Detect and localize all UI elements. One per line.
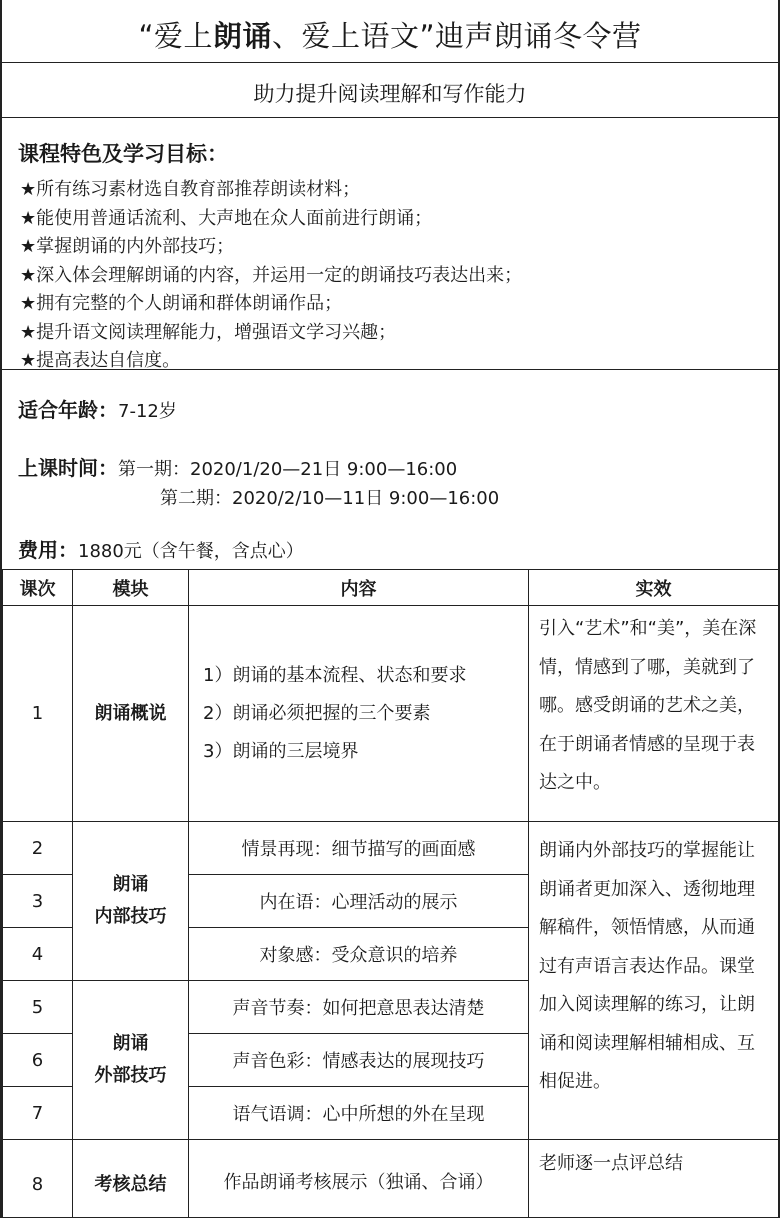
features-title: 课程特色及学习目标： bbox=[18, 142, 228, 166]
lesson-content: 内在语：心理活动的展示 bbox=[189, 875, 529, 928]
page-subtitle: 助力提升阅读理解和写作能力 bbox=[253, 82, 527, 106]
feature-item: ★拥有完整的个人朗诵和群体朗诵作品； bbox=[20, 293, 343, 314]
lesson-number: 3 bbox=[3, 875, 73, 928]
time-label: 上课时间： bbox=[18, 456, 118, 480]
content-list bbox=[189, 657, 528, 771]
module-line: 朗诵 bbox=[112, 874, 149, 895]
lesson-number: 6 bbox=[3, 1034, 73, 1087]
lesson-number: 4 bbox=[3, 928, 73, 981]
course-table bbox=[2, 569, 779, 1218]
module-line: 内部技巧 bbox=[94, 906, 167, 927]
lesson-number: 8 bbox=[3, 1140, 73, 1218]
content-line: 3）朗诵的三层境界 bbox=[203, 740, 359, 762]
lesson-content: 语气语调：心中所想的外在呈现 bbox=[189, 1087, 529, 1140]
lesson-number: 5 bbox=[3, 981, 73, 1034]
lesson-content: 声音节奏：如何把意思表达清楚 bbox=[189, 981, 529, 1034]
fee-label: 费用： bbox=[18, 538, 78, 562]
page-title bbox=[2, 14, 778, 55]
table-row bbox=[3, 822, 779, 875]
header-divider bbox=[2, 62, 778, 63]
time-value-2: 第二期：2020/2/10—11日 9:00—16:00 bbox=[160, 488, 500, 509]
lesson-effect: 老师逐一点评总结 bbox=[529, 1140, 779, 1218]
fee-row bbox=[18, 534, 304, 563]
table-header-row bbox=[3, 570, 779, 606]
lesson-content bbox=[189, 606, 529, 822]
title-bold: 朗诵 bbox=[212, 19, 272, 53]
features-list bbox=[20, 176, 522, 376]
age-row bbox=[18, 394, 177, 423]
feature-item: ★所有练习素材选自教育部推荐朗读材料； bbox=[20, 179, 361, 200]
title-prefix: “爱上 bbox=[138, 19, 213, 53]
lesson-content: 情景再现：细节描写的画面感 bbox=[189, 822, 529, 875]
time-row bbox=[18, 452, 457, 481]
lesson-effect: 引入“艺术”和“美”，美在深情，情感到了哪，美就到了哪。感受朗诵的艺术之美，在于朗诵者情感的呈现于表达之中。 bbox=[529, 606, 779, 822]
title-suffix: 、爱上语文”迪声朗诵冬令营 bbox=[272, 19, 642, 53]
age-value: 7-12岁 bbox=[118, 401, 177, 422]
module-line: 外部技巧 bbox=[94, 1065, 167, 1086]
lesson-number: 7 bbox=[3, 1087, 73, 1140]
info-section bbox=[2, 370, 778, 570]
features-section bbox=[2, 118, 778, 370]
feature-item: ★提高表达自信度。 bbox=[20, 350, 181, 371]
header-effect: 实效 bbox=[529, 570, 779, 606]
fee-value: 1880元（含午餐，含点心） bbox=[78, 541, 304, 562]
feature-item: ★掌握朗诵的内外部技巧； bbox=[20, 236, 235, 257]
flyer-header bbox=[2, 0, 778, 118]
module-name bbox=[73, 822, 189, 981]
time-value-1: 第一期：2020/1/20—21日 9:00—16:00 bbox=[118, 459, 458, 480]
header-lesson: 课次 bbox=[3, 570, 73, 606]
feature-item: ★能使用普通话流利、大声地在众人面前进行朗诵； bbox=[20, 207, 433, 229]
content-line: 1）朗诵的基本流程、状态和要求 bbox=[203, 664, 467, 686]
age-label: 适合年龄： bbox=[18, 398, 118, 422]
lesson-content: 对象感：受众意识的培养 bbox=[189, 928, 529, 981]
feature-item: ★提升语文阅读理解能力，增强语文学习兴趣； bbox=[20, 321, 397, 343]
lesson-content: 声音色彩：情感表达的展现技巧 bbox=[189, 1034, 529, 1087]
feature-item: ★深入体会理解朗诵的内容，并运用一定的朗诵技巧表达出来； bbox=[20, 264, 523, 286]
module-line: 朗诵 bbox=[112, 1033, 149, 1054]
lesson-effect: 朗诵内外部技巧的掌握能让朗诵者更加深入、透彻地理解稿件，领悟情感，从而通过有声语言表达作品。课堂加入阅读理解的练习，让朗诵和阅读理解相辅相成、互相促进。 bbox=[529, 822, 779, 1140]
content-line: 2）朗诵必须把握的三个要素 bbox=[203, 702, 431, 724]
table-row bbox=[3, 606, 779, 822]
module-name: 考核总结 bbox=[73, 1140, 189, 1218]
lesson-content: 作品朗诵考核展示（独诵、合诵） bbox=[189, 1140, 529, 1218]
module-name: 朗诵概说 bbox=[73, 606, 189, 822]
module-name bbox=[73, 981, 189, 1140]
header-content: 内容 bbox=[189, 570, 529, 606]
table-row bbox=[3, 1140, 779, 1218]
lesson-number: 1 bbox=[3, 606, 73, 822]
header-module: 模块 bbox=[73, 570, 189, 606]
lesson-number: 2 bbox=[3, 822, 73, 875]
